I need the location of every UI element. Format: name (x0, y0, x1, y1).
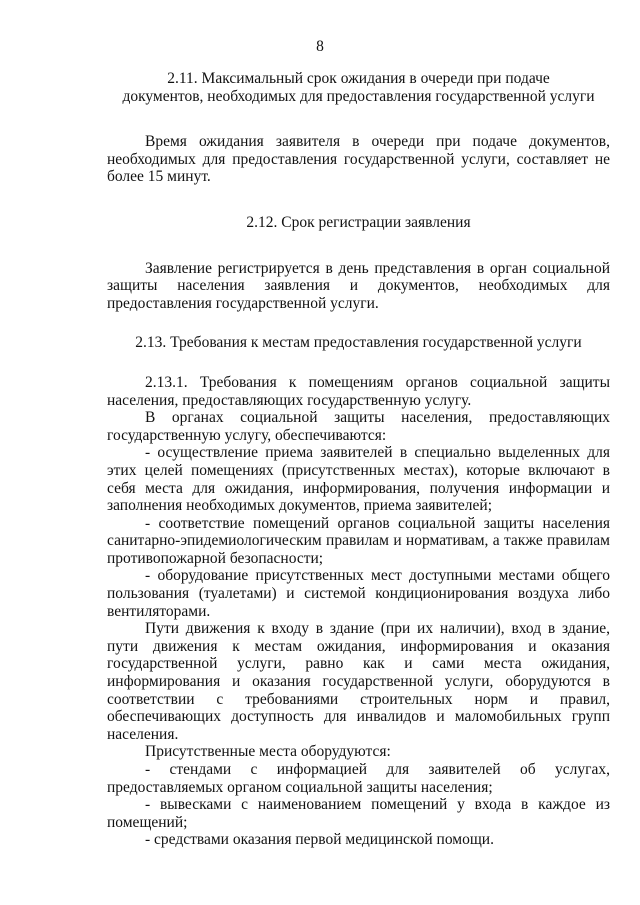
paragraph: Пути движения к входу в здание (при их наличии), вход в здание, пути движения к местам ожидания, информирования и оказания государственной услуги, равно как и сами места ожидания, информирования и оказания государственной услуги, оборудуются в соответствии с требованиями строительных норм и правил, обеспечивающих доступность для инвалидов и маломобильных групп населения. (107, 620, 610, 743)
list-item: - стендами с информацией для заявителей об услугах, предоставляемых органом социальной защиты населения; (107, 761, 610, 796)
section-2-11 (107, 70, 610, 186)
section-heading-line: документов, необходимых для предоставления государственной услуги (122, 87, 595, 105)
section-heading-line: 2.12. Срок регистрации заявления (246, 213, 471, 231)
document-body (107, 70, 610, 849)
paragraph: В органах социальной защиты населения, предоставляющих государственную услугу, обеспечиваются: (107, 409, 610, 444)
paragraph: Время ожидания заявителя в очереди при подаче документов, необходимых для предоставления государственной услуги, составляет не более 15 минут. (107, 133, 610, 186)
list-item: - средствами оказания первой медицинской помощи. (145, 831, 494, 849)
section-heading-line: 2.13. Требования к местам предоставления государственной услуги (135, 334, 582, 352)
paragraph: Заявление регистрируется в день представления в орган социальной защиты населения заявления и документов, необходимых для предоставления государственной услуги. (107, 259, 610, 312)
page-number: 8 (316, 38, 324, 55)
section-heading-line: 2.11. Максимальный срок ожидания в очереди при подаче (167, 70, 550, 87)
section-2-13 (107, 334, 610, 849)
list-item: - оборудование присутственных мест доступными местами общего пользования (туалетами) и системой кондиционирования воздуха либо вентиляторами. (107, 567, 610, 620)
paragraph: Присутственные места оборудуются: (145, 743, 391, 761)
section-2-12 (107, 214, 610, 312)
list-item: - соответствие помещений органов социальной защиты населения санитарно-эпидемиологическим правилам и нормативам, а также правилам противопожарной безопасности; (107, 514, 610, 567)
list-item: - вывесками с наименованием помещений у входа в каждое из помещений; (107, 796, 610, 831)
list-item: - осуществление приема заявителей в специально выделенных для этих целей помещениях (присутственных местах), которые включают в себя места для ожидания, информирования, получения информации и заполнения необходимых документов, приема заявителей; (107, 444, 610, 515)
paragraph: 2.13.1. Требования к помещениям органов социальной защиты населения, предоставляющих государственную услугу. (107, 373, 610, 409)
